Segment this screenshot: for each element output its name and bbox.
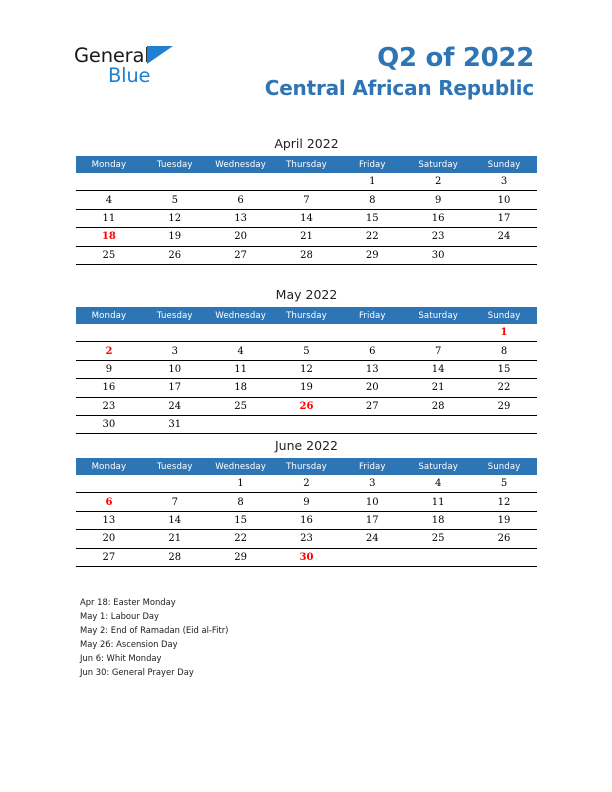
calendar-week-row xyxy=(76,342,537,360)
calendar-day-23[interactable]: 23 xyxy=(274,530,340,548)
weekday-header-saturday: Saturday xyxy=(405,156,471,173)
calendar-day-27[interactable]: 27 xyxy=(208,246,274,264)
calendar-day-1[interactable]: 1 xyxy=(208,475,274,493)
weekday-header-thursday: Thursday xyxy=(274,307,340,324)
holiday-legend-item: Jun 30: General Prayer Day xyxy=(80,666,194,677)
calendar-day-17[interactable]: 17 xyxy=(142,379,208,397)
calendar-day-11[interactable]: 11 xyxy=(208,360,274,378)
calendar-day-empty xyxy=(471,246,537,264)
calendar-day-30[interactable]: 30 xyxy=(76,415,142,433)
logo-text-general: General xyxy=(74,44,150,67)
calendar-day-6[interactable]: 6 xyxy=(339,342,405,360)
weekday-header-monday: Monday xyxy=(76,307,142,324)
calendar-day-6[interactable]: 6 xyxy=(76,493,142,511)
calendar-day-13[interactable]: 13 xyxy=(208,209,274,227)
calendar-day-10[interactable]: 10 xyxy=(142,360,208,378)
calendar-day-28[interactable]: 28 xyxy=(142,548,208,566)
holiday-legend-item: May 26: Ascension Day xyxy=(80,638,178,649)
calendar-day-empty xyxy=(76,324,142,342)
calendar-day-9[interactable]: 9 xyxy=(405,191,471,209)
calendar-day-7[interactable]: 7 xyxy=(142,493,208,511)
calendar-day-8[interactable]: 8 xyxy=(471,342,537,360)
calendar-week-row xyxy=(76,548,537,566)
calendar-day-1[interactable]: 1 xyxy=(339,173,405,191)
calendar-day-11[interactable]: 11 xyxy=(76,209,142,227)
calendar-body xyxy=(76,475,537,566)
calendar-day-18[interactable]: 18 xyxy=(208,379,274,397)
calendar-day-empty xyxy=(471,548,537,566)
calendar-day-12[interactable]: 12 xyxy=(142,209,208,227)
calendar-day-empty xyxy=(274,415,340,433)
calendar-day-11[interactable]: 11 xyxy=(405,493,471,511)
calendar-week-row xyxy=(76,397,537,415)
calendar-day-27[interactable]: 27 xyxy=(76,548,142,566)
calendar-day-20[interactable]: 20 xyxy=(76,530,142,548)
calendar-week-row xyxy=(76,530,537,548)
calendar-day-10[interactable]: 10 xyxy=(471,191,537,209)
calendar-day-17[interactable]: 17 xyxy=(339,511,405,529)
calendar-day-12[interactable]: 12 xyxy=(274,360,340,378)
calendar-week-row xyxy=(76,246,537,264)
month-block-may xyxy=(76,287,537,434)
holiday-legend xyxy=(80,596,480,680)
calendar-day-18[interactable]: 18 xyxy=(76,228,142,246)
holiday-legend-item: Jun 6: Whit Monday xyxy=(80,652,162,663)
calendar-day-3[interactable]: 3 xyxy=(142,342,208,360)
calendar-day-3[interactable]: 3 xyxy=(339,475,405,493)
weekday-header-friday: Friday xyxy=(339,307,405,324)
weekday-header-sunday: Sunday xyxy=(471,156,537,173)
calendar-day-23[interactable]: 23 xyxy=(76,397,142,415)
calendar-day-5[interactable]: 5 xyxy=(142,191,208,209)
calendar-week-row xyxy=(76,228,537,246)
calendar-day-22[interactable]: 22 xyxy=(339,228,405,246)
weekday-header-thursday: Thursday xyxy=(274,156,340,173)
weekday-header-tuesday: Tuesday xyxy=(142,156,208,173)
weekday-header-row xyxy=(76,307,537,324)
calendar-day-4[interactable]: 4 xyxy=(405,475,471,493)
calendar-week-row xyxy=(76,379,537,397)
calendar-day-29[interactable]: 29 xyxy=(471,397,537,415)
calendar-week-row xyxy=(76,324,537,342)
weekday-header-row xyxy=(76,156,537,173)
calendar-day-15[interactable]: 15 xyxy=(208,511,274,529)
calendar-day-empty xyxy=(142,475,208,493)
calendar-week-row xyxy=(76,475,537,493)
calendar-day-12[interactable]: 12 xyxy=(471,493,537,511)
holiday-legend-item: May 1: Labour Day xyxy=(80,610,159,621)
calendar-day-17[interactable]: 17 xyxy=(471,209,537,227)
month-block-june xyxy=(76,438,537,567)
calendar-day-5[interactable]: 5 xyxy=(274,342,340,360)
weekday-header-monday: Monday xyxy=(76,156,142,173)
calendar-day-26[interactable]: 26 xyxy=(471,530,537,548)
calendar-day-24[interactable]: 24 xyxy=(471,228,537,246)
calendar-day-29[interactable]: 29 xyxy=(208,548,274,566)
calendar-day-empty xyxy=(339,548,405,566)
calendar-day-empty xyxy=(405,324,471,342)
calendar-table-june xyxy=(76,458,537,567)
calendar-day-28[interactable]: 28 xyxy=(405,397,471,415)
calendar-day-empty xyxy=(208,415,274,433)
calendar-day-6[interactable]: 6 xyxy=(208,191,274,209)
calendar-day-24[interactable]: 24 xyxy=(339,530,405,548)
calendar-day-7[interactable]: 7 xyxy=(274,191,340,209)
calendar-day-25[interactable]: 25 xyxy=(76,246,142,264)
calendar-day-20[interactable]: 20 xyxy=(339,379,405,397)
calendar-day-13[interactable]: 13 xyxy=(76,511,142,529)
calendar-day-empty xyxy=(76,173,142,191)
calendar-week-row xyxy=(76,173,537,191)
calendar-day-2[interactable]: 2 xyxy=(76,342,142,360)
weekday-header-sunday: Sunday xyxy=(471,458,537,475)
calendar-day-empty xyxy=(274,173,340,191)
calendar-week-row xyxy=(76,209,537,227)
weekday-header-wednesday: Wednesday xyxy=(208,307,274,324)
calendar-day-29[interactable]: 29 xyxy=(339,246,405,264)
calendar-day-empty xyxy=(339,415,405,433)
country-title: Central African Republic xyxy=(264,76,534,101)
weekday-header-wednesday: Wednesday xyxy=(208,458,274,475)
weekday-header-tuesday: Tuesday xyxy=(142,307,208,324)
calendar-week-row xyxy=(76,493,537,511)
month-block-april xyxy=(76,136,537,265)
calendar-day-empty xyxy=(405,415,471,433)
calendar-day-empty xyxy=(142,173,208,191)
calendar-day-empty xyxy=(142,324,208,342)
calendar-day-15[interactable]: 15 xyxy=(339,209,405,227)
calendar-day-4[interactable]: 4 xyxy=(76,191,142,209)
calendar-day-7[interactable]: 7 xyxy=(405,342,471,360)
weekday-header-wednesday: Wednesday xyxy=(208,156,274,173)
holiday-legend-item: May 2: End of Ramadan (Eid al-Fitr) xyxy=(80,624,229,635)
calendar-day-20[interactable]: 20 xyxy=(208,228,274,246)
calendar-day-27[interactable]: 27 xyxy=(339,397,405,415)
calendar-day-26[interactable]: 26 xyxy=(274,397,340,415)
weekday-header-saturday: Saturday xyxy=(405,307,471,324)
quarter-title: Q2 of 2022 xyxy=(377,43,534,73)
title-block xyxy=(174,44,534,103)
weekday-header-saturday: Saturday xyxy=(405,458,471,475)
calendar-week-row xyxy=(76,415,537,433)
calendar-day-23[interactable]: 23 xyxy=(405,228,471,246)
calendar-day-30[interactable]: 30 xyxy=(274,548,340,566)
calendar-day-empty xyxy=(471,415,537,433)
calendar-week-row xyxy=(76,191,537,209)
calendar-day-21[interactable]: 21 xyxy=(142,530,208,548)
calendar-day-26[interactable]: 26 xyxy=(142,246,208,264)
calendar-day-28[interactable]: 28 xyxy=(274,246,340,264)
calendar-day-5[interactable]: 5 xyxy=(471,475,537,493)
calendar-day-25[interactable]: 25 xyxy=(405,530,471,548)
calendar-day-30[interactable]: 30 xyxy=(405,246,471,264)
weekday-header-friday: Friday xyxy=(339,458,405,475)
calendar-day-19[interactable]: 19 xyxy=(274,379,340,397)
calendar-day-22[interactable]: 22 xyxy=(208,530,274,548)
weekday-header-tuesday: Tuesday xyxy=(142,458,208,475)
calendar-day-22[interactable]: 22 xyxy=(471,379,537,397)
calendar-body xyxy=(76,324,537,434)
logo-text-blue: Blue xyxy=(108,64,151,87)
logo-triangle-icon xyxy=(147,46,173,64)
calendar-day-15[interactable]: 15 xyxy=(471,360,537,378)
calendar-day-empty xyxy=(208,173,274,191)
calendar-day-19[interactable]: 19 xyxy=(471,511,537,529)
calendar-day-empty xyxy=(208,324,274,342)
month-title: April 2022 xyxy=(274,136,339,151)
calendar-day-14[interactable]: 14 xyxy=(274,209,340,227)
calendar-body xyxy=(76,173,537,264)
calendar-day-empty xyxy=(405,548,471,566)
page-header xyxy=(0,0,612,120)
calendar-day-25[interactable]: 25 xyxy=(208,397,274,415)
calendar-table-april xyxy=(76,156,537,265)
calendar-day-21[interactable]: 21 xyxy=(274,228,340,246)
calendar-day-9[interactable]: 9 xyxy=(76,360,142,378)
weekday-header-row xyxy=(76,458,537,475)
calendar-day-19[interactable]: 19 xyxy=(142,228,208,246)
calendar-day-9[interactable]: 9 xyxy=(274,493,340,511)
calendar-day-18[interactable]: 18 xyxy=(405,511,471,529)
calendar-day-4[interactable]: 4 xyxy=(208,342,274,360)
calendar-week-row xyxy=(76,511,537,529)
calendar-day-3[interactable]: 3 xyxy=(471,173,537,191)
calendar-day-empty xyxy=(339,324,405,342)
calendar-week-row xyxy=(76,360,537,378)
calendar-day-empty xyxy=(76,475,142,493)
calendar-day-16[interactable]: 16 xyxy=(405,209,471,227)
calendar-day-16[interactable]: 16 xyxy=(76,379,142,397)
weekday-header-thursday: Thursday xyxy=(274,458,340,475)
calendar-day-10[interactable]: 10 xyxy=(339,493,405,511)
month-title: May 2022 xyxy=(275,287,338,302)
weekday-header-sunday: Sunday xyxy=(471,307,537,324)
month-title: June 2022 xyxy=(274,438,338,453)
calendar-day-13[interactable]: 13 xyxy=(339,360,405,378)
weekday-header-friday: Friday xyxy=(339,156,405,173)
calendar-day-1[interactable]: 1 xyxy=(471,324,537,342)
calendar-day-empty xyxy=(274,324,340,342)
calendar-day-24[interactable]: 24 xyxy=(142,397,208,415)
calendar-day-2[interactable]: 2 xyxy=(405,173,471,191)
calendar-day-14[interactable]: 14 xyxy=(142,511,208,529)
weekday-header-monday: Monday xyxy=(76,458,142,475)
calendar-day-16[interactable]: 16 xyxy=(274,511,340,529)
calendar-table-may xyxy=(76,307,537,434)
holiday-legend-item: Apr 18: Easter Monday xyxy=(80,597,176,607)
calendar-day-8[interactable]: 8 xyxy=(339,191,405,209)
calendar-day-21[interactable]: 21 xyxy=(405,379,471,397)
calendar-day-2[interactable]: 2 xyxy=(274,475,340,493)
calendar-day-14[interactable]: 14 xyxy=(405,360,471,378)
calendar-day-8[interactable]: 8 xyxy=(208,493,274,511)
calendar-day-31[interactable]: 31 xyxy=(142,415,208,433)
